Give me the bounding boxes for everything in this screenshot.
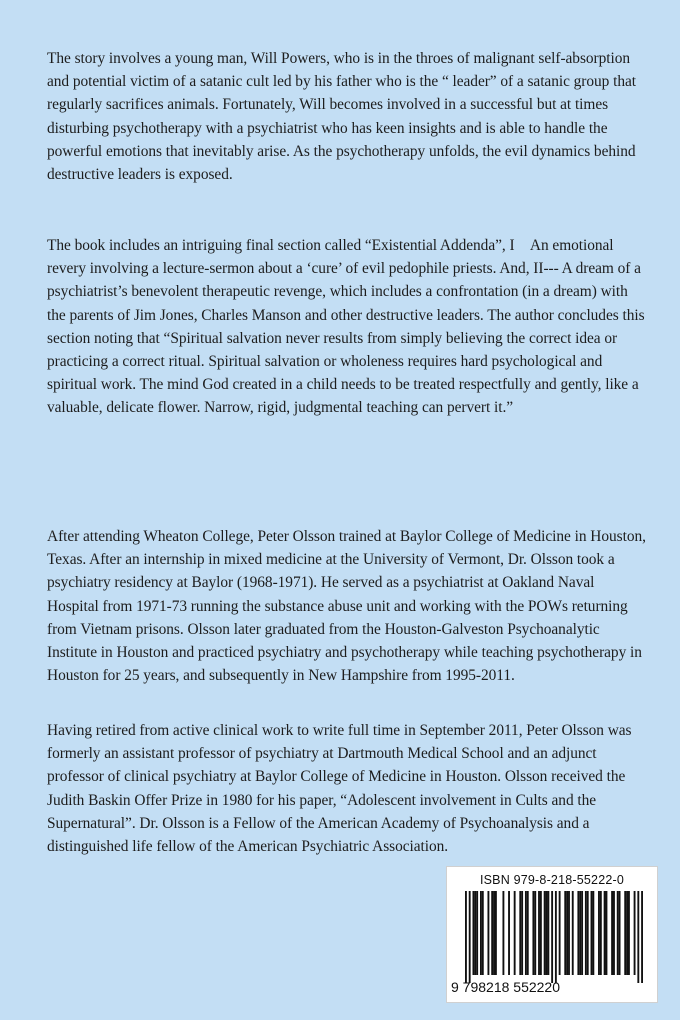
barcode-bar — [546, 891, 548, 975]
barcode-bar — [559, 891, 561, 975]
barcode-bar — [469, 891, 471, 983]
barcode-bar — [480, 891, 482, 975]
barcode-bar — [604, 891, 606, 975]
barcode-bar — [555, 891, 557, 983]
synopsis-paragraph-1: The story involves a young man, Will Powers, who is in the throes of malignant self-absorption and potential victim of a satanic cult led by his father who is the “ leader” of a satanic group that regularly sacrifices animals. Fortunately, Will becomes involved in a successful but at times disturbing psychotherapy with a psychiatrist who has keen insights and is able to handle the powerful emotions that inevitably arise. As the psychotherapy unfolds, the evil dynamics behind destructive leaders is exposed. — [47, 50, 636, 184]
barcode-bars — [465, 891, 643, 983]
author-bio-paragraph-2: Having retired from active clinical work to write full time in September 2011, Peter Olsson was formerly an assistant professor of psychiatry at Dartmouth Medical School and an adjunct professor of clinical psychiatry at Baylor College of Medicine in Houston. Olsson received the Judith Baskin Offer Prize in 1980 for his paper, “Adolescent involvement in Cults and the Supernatural”. Dr. Olsson is a Fellow of the American Academy of Psychoanalysis and a distinguished life fellow of the American Psychiatric Association. — [47, 722, 632, 856]
barcode-bar — [581, 891, 583, 975]
barcode-bar — [564, 891, 566, 975]
barcode-bar — [472, 891, 474, 975]
barcode-bar — [628, 891, 630, 975]
barcode-bar — [619, 891, 621, 975]
barcode-bar — [600, 891, 602, 975]
barcode-bar — [525, 891, 527, 975]
barcode-bar — [493, 891, 495, 975]
barcode-bar — [476, 891, 478, 975]
barcode-bar — [592, 891, 594, 975]
barcode-bar — [551, 891, 553, 983]
isbn-label: ISBN 979-8-218-55222-0 — [479, 873, 625, 887]
barcode-bar — [572, 891, 574, 975]
barcode-bar — [634, 891, 636, 975]
barcode-digits: 9 798218 552220 — [451, 979, 560, 995]
barcode-bar — [587, 891, 589, 975]
barcode-bar — [482, 891, 484, 975]
barcode-bar — [591, 891, 593, 975]
author-bio-paragraph-1: After attending Wheaton College, Peter Olsson trained at Baylor College of Medicine in Houston, Texas. After an internship in mixed medicine at the University of Vermont, Dr. Olsson took a psychiatry residency at Baylor (1968-1971). He served as a psychiatrist at Oakland Naval Hospital from 1971-73 running the substance abuse unit and working with the POWs returning from Vietnam prisons. Olsson later graduated from the Houston-Galveston Psychoanalytic Institute in Houston and practiced psychiatry and psychotherapy while teaching psychotherapy in Houston for 25 years, and subsequently in New Hampshire from 1995-2011. — [47, 528, 646, 685]
isbn-barcode — [446, 866, 658, 1003]
barcode-bar — [540, 891, 542, 975]
barcode-bar — [613, 891, 615, 975]
synopsis-paragraph-2: The book includes an intriguing final section called “Existential Addenda”, I An emotional revery involving a lecture-sermon about a ‘cure’ of evil pedophile priests. And, II--- A dream of a psychiatrist’s benevolent therapeutic revenge, which includes a confrontation (in a dream) with the parents of Jim Jones, Charles Manson and other destructive leaders. The author concludes this section noting that “Spiritual salvation never results from simply believing the correct idea or practicing a correct ritual. Spiritual salvation or wholeness requires hard psychological and spiritual work. The mind God created in a child needs to be treated respectfully and gently, like a valuable, delicate flower. Narrow, rigid, judgmental teaching can pervert it.” — [47, 237, 645, 417]
barcode-bar — [624, 891, 626, 975]
barcode-bar — [487, 891, 489, 975]
barcode-bar — [527, 891, 529, 975]
barcode-bar — [577, 891, 579, 975]
barcode-bar — [579, 891, 581, 975]
barcode-bar — [544, 891, 546, 975]
barcode-bar — [538, 891, 540, 975]
barcode-bar — [465, 891, 467, 983]
barcode-bar — [606, 891, 608, 975]
barcode-bar — [598, 891, 600, 975]
barcode-bar — [641, 891, 643, 983]
barcode-bar — [474, 891, 476, 975]
barcode-bar — [534, 891, 536, 975]
barcode-bar — [495, 891, 497, 975]
barcode-bar — [508, 891, 510, 975]
barcode-bar — [532, 891, 534, 975]
barcode-bar — [637, 891, 639, 983]
barcode-bar — [566, 891, 568, 975]
barcode-bar — [617, 891, 619, 975]
barcode-bar — [521, 891, 523, 975]
barcode-bar — [568, 891, 570, 975]
barcode-bar — [502, 891, 504, 975]
barcode-bar — [585, 891, 587, 975]
barcode-bar — [547, 891, 549, 975]
barcode-bar — [514, 891, 516, 975]
barcode-bar — [491, 891, 493, 975]
barcode-bar — [626, 891, 628, 975]
barcode-bar — [519, 891, 521, 975]
barcode-bar — [611, 891, 613, 975]
